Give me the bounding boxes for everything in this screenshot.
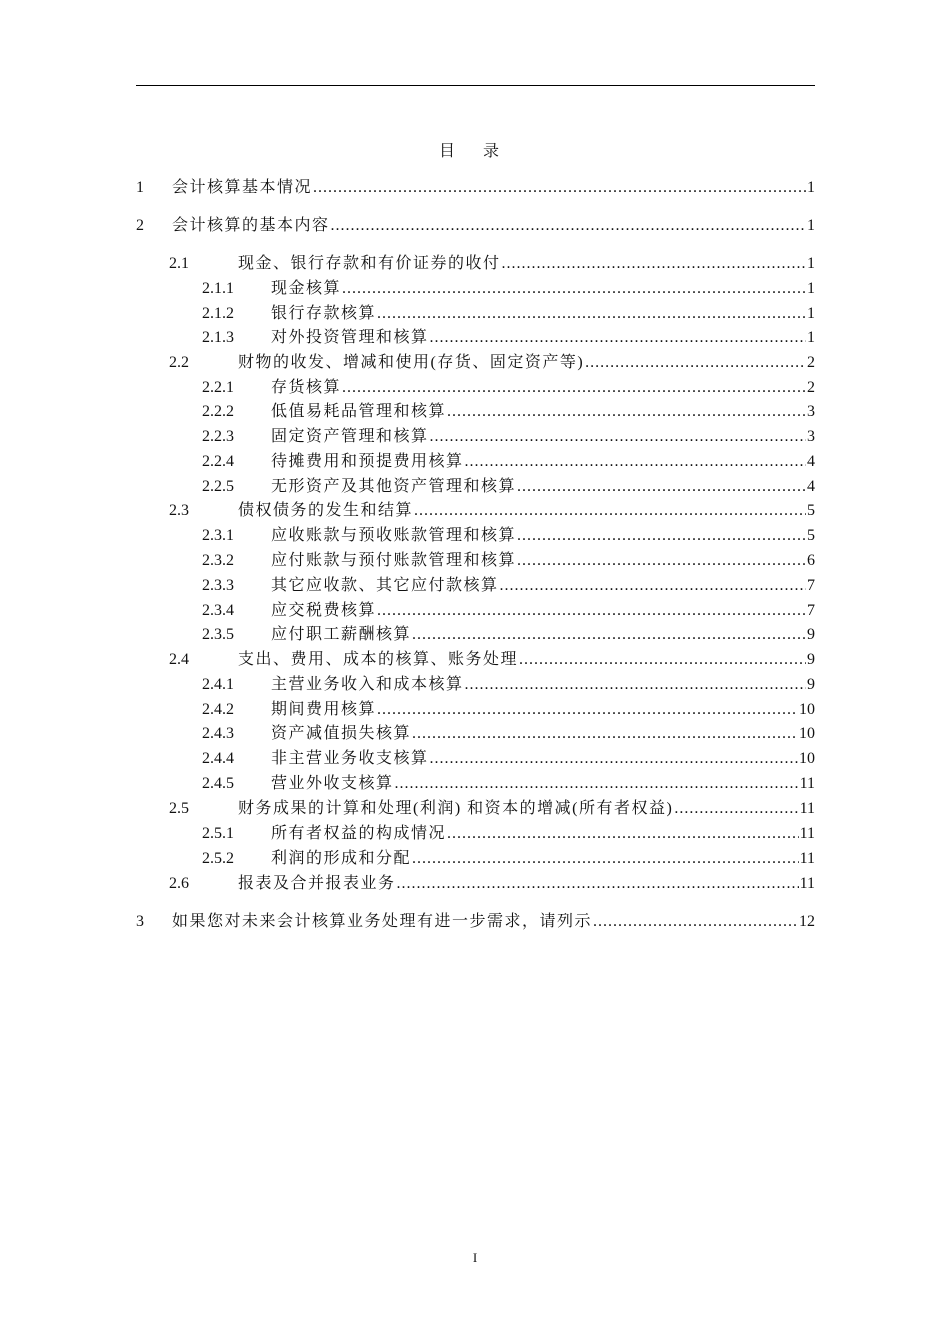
toc-entry[interactable] [136,250,815,274]
toc-entry-title: 营业外收支核算 [271,775,394,792]
toc-entry[interactable] [136,745,815,769]
toc-entry-title: 应收账款与预收账款管理和核算 [271,527,517,544]
toc-entry-number: 2.2.4 [202,453,234,470]
toc-entry-number: 2.4.5 [202,775,234,792]
toc-entry-title: 其它应收款、其它应付款核算 [271,577,499,594]
toc-entry-title: 存货核算 [271,379,342,396]
toc-entry-number: 2.5.1 [202,825,234,842]
toc-entry-number: 2.3.1 [202,527,234,544]
toc-entry-title: 应付职工薪酬核算 [271,626,412,643]
toc-dot-leader [397,874,799,894]
toc-entry[interactable] [136,349,815,373]
toc-entry-page: 6 [807,552,815,569]
toc-entry-number: 2.2.3 [202,428,234,445]
toc-entry-page: 11 [799,825,815,842]
toc-entry-page: 4 [807,478,815,495]
toc-entry-title: 低值易耗品管理和核算 [271,403,447,420]
toc-entry-title: 财物的收发、增减和使用(存货、固定资产等) [238,354,585,371]
toc-entry[interactable] [136,720,815,744]
toc-dot-leader [430,427,806,447]
toc-entry-page: 10 [799,750,815,767]
toc-entry-page: 3 [807,403,815,420]
toc-entry-page: 1 [807,329,815,346]
toc-entry-number: 2.5 [169,800,189,817]
toc-entry[interactable] [136,212,815,236]
toc-entry-number: 2.3.3 [202,577,234,594]
toc-entry[interactable] [136,845,815,869]
toc-entry-page: 11 [799,875,815,892]
toc-dot-leader [395,774,799,794]
toc-dot-leader [517,526,806,546]
toc-entry-page: 2 [807,354,815,371]
toc-entry-number: 2.1.1 [202,280,234,297]
toc-entry[interactable] [136,275,815,299]
toc-entry-number: 2.4 [169,651,189,668]
toc-entry-page: 3 [807,428,815,445]
toc-dot-leader [412,849,799,869]
toc-dot-leader [593,912,798,932]
toc-entry-number: 2 [136,217,144,234]
toc-entry[interactable] [136,300,815,324]
toc-entry-page: 9 [807,651,815,668]
toc-entry-page: 11 [799,775,815,792]
toc-entry-title: 如果您对未来会计核算业务处理有进一步需求，请列示 [172,913,593,930]
toc-entry-number: 2.2.1 [202,379,234,396]
toc-entry[interactable] [136,522,815,546]
toc-entry-number: 2.2.5 [202,478,234,495]
header-rule [136,85,815,86]
toc-dot-leader [465,452,806,472]
toc-dot-leader [342,378,806,398]
toc-entry-page: 9 [807,626,815,643]
toc-entry-page: 1 [807,217,815,234]
toc-entry[interactable] [136,820,815,844]
toc-dot-leader [500,576,806,596]
toc-entry[interactable] [136,572,815,596]
toc-entry-title: 主营业务收入和成本核算 [271,676,464,693]
toc-entry-number: 2.2.2 [202,403,234,420]
toc-dot-leader [412,625,806,645]
toc-dot-leader [313,178,806,198]
toc-dot-leader [585,353,806,373]
toc-entry-number: 3 [136,913,144,930]
toc-entry-page: 1 [807,179,815,196]
toc-entry[interactable] [136,621,815,645]
toc-entry-page: 11 [799,800,815,817]
toc-dot-leader [502,254,806,274]
toc-entry-page: 5 [807,527,815,544]
toc-entry-title: 所有者权益的构成情况 [271,825,447,842]
toc-entry-number: 2.2 [169,354,189,371]
toc-entry-number: 2.4.3 [202,725,234,742]
toc-entry-number: 2.4.1 [202,676,234,693]
toc-entry[interactable] [136,497,815,521]
toc-entry[interactable] [136,448,815,472]
toc-entry-title: 会计核算的基本内容 [172,217,330,234]
toc-entry-number: 2.1 [169,255,189,272]
toc-entry-title: 现金、银行存款和有价证券的收付 [238,255,501,272]
toc-entry-title: 现金核算 [271,280,342,297]
toc-entry-title: 债权债务的发生和结算 [238,502,414,519]
toc-entry-title: 财务成果的计算和处理(利润) 和资本的增减(所有者权益) [238,800,674,817]
toc-entry-page: 7 [807,577,815,594]
toc-dot-leader [517,551,806,571]
toc-entry-page: 5 [807,502,815,519]
toc-entry[interactable] [136,324,815,348]
toc-entry-number: 2.5.2 [202,850,234,867]
toc-entry-title: 无形资产及其他资产管理和核算 [271,478,517,495]
toc-entry-number: 2.3.5 [202,626,234,643]
toc-entry-title: 非主营业务收支核算 [271,750,429,767]
toc-entry[interactable] [136,423,815,447]
toc-entry-title: 会计核算基本情况 [172,179,313,196]
toc-dot-leader [412,724,798,744]
toc-entry[interactable] [136,374,815,398]
toc-entry-page: 9 [807,676,815,693]
toc-entry[interactable] [136,646,815,670]
toc-entry-page: 10 [799,725,815,742]
toc-dot-leader [674,799,798,819]
toc-entry[interactable] [136,174,815,198]
toc-entry[interactable] [136,770,815,794]
toc-entry[interactable] [136,547,815,571]
toc-entry[interactable] [136,870,815,894]
toc-entry[interactable] [136,795,815,819]
toc-dot-leader [377,700,798,720]
toc-entry-number: 2.4.2 [202,701,234,718]
toc-entry-title: 利润的形成和分配 [271,850,412,867]
toc-entry-title: 资产减值损失核算 [271,725,412,742]
toc-entry-page: 12 [799,913,815,930]
toc-entry-number: 2.3.4 [202,602,234,619]
toc-entry-page: 1 [807,255,815,272]
toc-entry-title: 应交税费核算 [271,602,377,619]
toc-entry-title: 待摊费用和预提费用核算 [271,453,464,470]
toc-dot-leader [331,216,806,236]
toc-entry-title: 支出、费用、成本的核算、账务处理 [238,651,519,668]
toc-entry[interactable] [136,473,815,497]
toc-entry-title: 银行存款核算 [271,305,377,322]
toc-dot-leader [377,304,806,324]
toc-entry-page: 1 [807,280,815,297]
toc-entry[interactable] [136,398,815,422]
toc-dot-leader [447,402,806,422]
toc-entry-number: 2.3.2 [202,552,234,569]
toc-entry[interactable] [136,908,815,932]
toc-entry-page: 2 [807,379,815,396]
toc-entry-number: 2.3 [169,502,189,519]
toc-dot-leader [430,328,806,348]
toc-entry-title: 应付账款与预付账款管理和核算 [271,552,517,569]
toc-entry-number: 2.4.4 [202,750,234,767]
toc-entry[interactable] [136,696,815,720]
toc-entry-page: 1 [807,305,815,322]
toc-entry-title: 对外投资管理和核算 [271,329,429,346]
toc-entry-title: 报表及合并报表业务 [238,875,396,892]
toc-entry-number: 2.1.3 [202,329,234,346]
toc-dot-leader [342,279,806,299]
toc-dot-leader [517,477,806,497]
toc-entry-page: 7 [807,602,815,619]
footer-page-number: I [472,1250,478,1265]
toc-entry-page: 10 [799,701,815,718]
toc-dot-leader [447,824,799,844]
toc-entry-number: 2.1.2 [202,305,234,322]
toc-entry-page: 11 [799,850,815,867]
toc-entry-title: 固定资产管理和核算 [271,428,429,445]
toc-entry[interactable] [136,671,815,695]
toc-entry-number: 1 [136,179,144,196]
toc-title: 目 录 [438,143,511,160]
toc-entry-page: 4 [807,453,815,470]
toc-dot-leader [430,749,798,769]
toc-dot-leader [465,675,806,695]
toc-entry-title: 期间费用核算 [271,701,377,718]
toc-entry-number: 2.6 [169,875,189,892]
toc-entry[interactable] [136,597,815,621]
toc-dot-leader [519,650,806,670]
toc-dot-leader [414,501,806,521]
toc-dot-leader [377,601,806,621]
